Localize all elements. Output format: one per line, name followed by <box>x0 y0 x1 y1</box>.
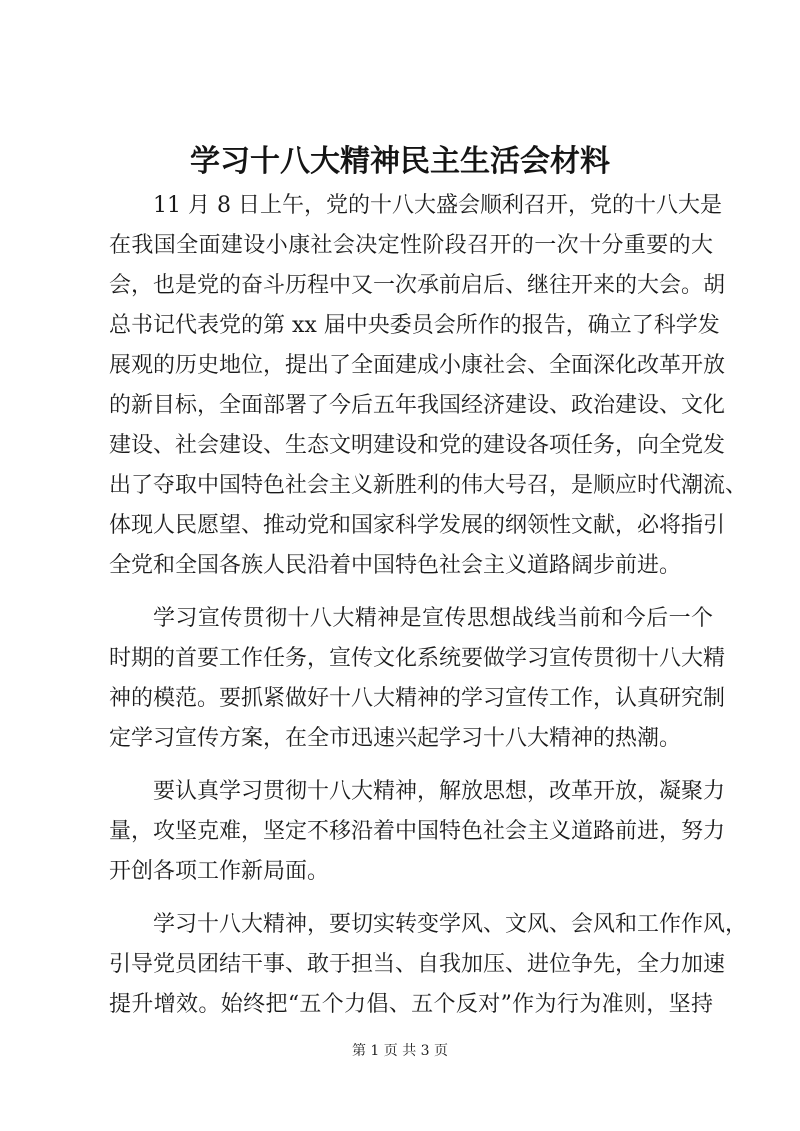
text-line: 定学习宣传方案，在全市迅速兴起学习十八大精神的热潮。 <box>109 726 682 751</box>
paragraph <box>109 186 748 586</box>
text-line: 会，也是党的奋斗历程中又一次承前启后、继往开来的大会。胡 <box>109 273 726 298</box>
text-line: 学习宣传贯彻十八大精神是宣传思想战线当前和今后一个 <box>153 606 713 631</box>
paragraph <box>109 772 726 892</box>
paragraph <box>109 599 726 759</box>
text-line: 建设、社会建设、生态文明建设和党的建设各项任务，向全党发 <box>109 433 726 458</box>
text-line: 量，攻坚克难，坚定不移沿着中国特色社会主义道路前进，努力 <box>109 819 726 844</box>
paragraph <box>109 905 748 1025</box>
text-line: 开创各项工作新局面。 <box>109 859 330 884</box>
text-line: 体现人民愿望、推动党和国家科学发展的纲领性文献，必将指引 <box>109 513 726 538</box>
text-line: 在我国全面建设小康社会决定性阶段召开的一次十分重要的大 <box>109 233 713 258</box>
text-line: 时期的首要工作任务，宣传文化系统要做学习宣传贯彻十八大精 <box>109 646 726 671</box>
text-line: 提升增效。始终把“五个力倡、五个反对”作为行为准则，坚持 <box>109 992 713 1017</box>
text-line: 11 月 8 日上午，党的十八大盛会顺利召开，党的十八大是 <box>153 193 722 218</box>
text-line: 要认真学习贯彻十八大精神，解放思想，改革开放，凝聚力 <box>153 779 726 804</box>
text-line: 展观的历史地位，提出了全面建成小康社会、全面深化改革开放 <box>109 353 726 378</box>
paragraph-gap <box>109 892 713 905</box>
document-body <box>109 186 748 1025</box>
text-line: 总书记代表党的第 xx 届中央委员会所作的报告，确立了科学发 <box>109 313 720 338</box>
text-line: 神的模范。要抓紧做好十八大精神的学习宣传工作，认真研究制 <box>109 686 726 711</box>
text-line: 引导党员团结干事、敢于担当、自我加压、进位争先，全力加速 <box>109 952 726 977</box>
page-number-footer: 第 1 页 共 3 页 <box>351 1043 449 1059</box>
paragraph-gap <box>109 586 713 599</box>
document-title: 学习十八大精神民主生活会材料 <box>190 144 610 179</box>
text-line: 出了夺取中国特色社会主义新胜利的伟大号召，是顺应时代潮流、 <box>109 473 748 498</box>
text-line: 学习十八大精神，要切实转变学风、文风、会风和工作作风， <box>153 912 748 937</box>
text-line: 的新目标，全面部署了今后五年我国经济建设、政治建设、文化 <box>109 393 726 418</box>
paragraph-gap <box>109 759 713 772</box>
text-line: 全党和全国各族人民沿着中国特色社会主义道路阔步前进。 <box>109 553 682 578</box>
